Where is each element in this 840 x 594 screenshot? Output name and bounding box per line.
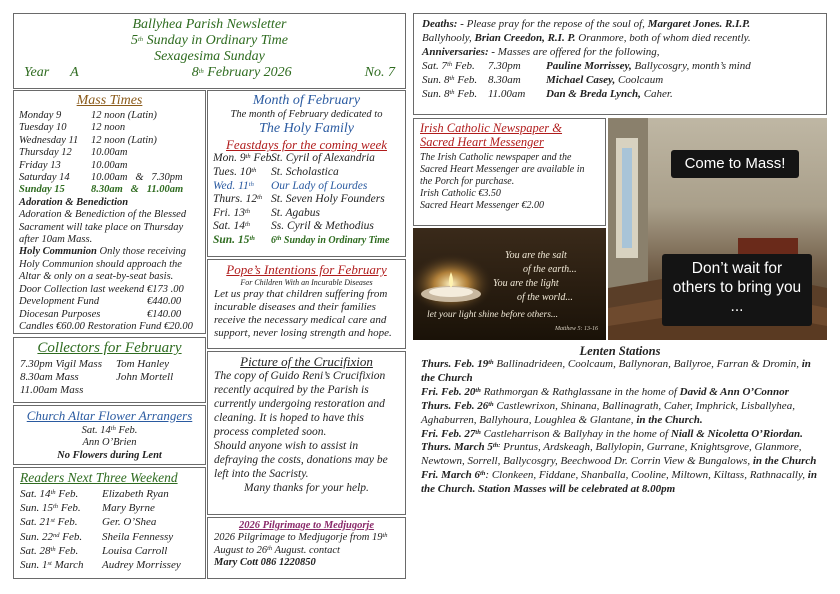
header-panel <box>13 13 406 89</box>
deaths-line1: Deaths: - Please pray for the repose of the soul of, Margaret Jones. R.I.P. <box>422 18 751 30</box>
flowers-date: Sat. 14th Feb. <box>81 425 138 436</box>
pope-title: Pope’s Intentions for February <box>226 262 387 277</box>
irish-catholic-panel <box>413 118 606 226</box>
collector-row: 7.30pm Vigil Mass Tom Hanley <box>20 358 170 370</box>
header-bottom-row <box>24 65 395 81</box>
issue-number: No. 7 <box>364 65 395 80</box>
feast-row: Tues. 10th St. Scholastica <box>213 166 339 178</box>
crucifixion-thanks: Many thanks for your help. <box>244 482 369 494</box>
candles-restoration: Candles €60.00 Restoration Fund €20.00 <box>19 320 193 332</box>
feastdays-title: Feastdays for the coming week <box>225 137 387 153</box>
pilgrimage-line1: 2026 Pilgrimage to Medjugorje from 19th <box>214 532 388 544</box>
candle-verse-5: let your light shine before others... <box>427 310 559 320</box>
mass-time-row: Monday 9 12 noon (Latin) <box>19 110 157 121</box>
anniversaries-line: Anniversaries: - Masses are offered for the following, <box>422 46 660 58</box>
reader-row: Sun. 1st March Audrey Morrissey <box>20 559 181 572</box>
collectors-title: Collectors for February <box>37 340 182 356</box>
anniversary-row: Sat. 7th Feb. 7.30pm Pauline Morrissey, Ballycosgry, month’s mind <box>422 60 751 72</box>
irish-catholic-price: Irish Catholic €3.50 <box>420 188 501 199</box>
month-dedicated: The month of February dedicated to <box>230 109 383 120</box>
candle-verse-3: You are the light <box>493 278 559 289</box>
pilgrimage-panel <box>207 517 406 579</box>
crucifixion-text-2: Should anyone wish to assist in defraying the costs, donations may be left into the Sacristy. <box>214 440 388 480</box>
mass-time-row: Tuesday 10 12 noon <box>19 122 126 134</box>
year-label: Year A <box>24 65 79 80</box>
lenten-title: Lenten Stations <box>579 344 661 358</box>
pilgrimage-title: 2026 Pilgrimage to Medjugorje <box>238 520 375 531</box>
lenten-station-item: Fri. March 6th: Clonkeen, Fiddane, Shanballa, Cooline, Miltown, Kiltass, Rathnacally, in the Church. Station Masses will be celebrated at 8.00pm <box>421 469 817 496</box>
newsletter-title: Ballyhea Parish Newsletter <box>132 17 287 32</box>
mass-time-row: Friday 13 10.00am <box>19 159 128 171</box>
sunday-title: 5th Sunday in Ordinary Time <box>131 33 288 48</box>
collection-row: Door Collection last weekend €173 .00 <box>19 283 184 295</box>
reader-row: Sun. 22nd Feb. Sheila Fennessy <box>20 530 174 543</box>
adoration-heading: Adoration & Benediction <box>19 196 129 208</box>
feast-row: Sun. 15th 6th Sunday in Ordinary Time <box>213 233 390 246</box>
collection-row: Diocesan Purposes €140.00 <box>19 308 182 320</box>
pilgrimage-contact: Mary Cott 086 1220850 <box>214 557 316 569</box>
reader-row: Sat. 14th Feb. Elizabeth Ryan <box>20 488 169 500</box>
pope-subtitle: For Children With an Incurable Diseases <box>240 278 373 287</box>
adoration-text: Adoration & Benediction of the Blessed Sacrament will take place on Thursday after 10am Mass. <box>19 209 187 246</box>
issue-date: 8th February 2026 <box>191 65 292 80</box>
feast-row: Sat. 14th Ss. Cyril & Methodius <box>213 220 374 233</box>
feast-row: Thurs. 12th St. Seven Holy Founders <box>213 193 385 206</box>
mass-times-title: Mass Times <box>76 93 143 108</box>
mass-time-row: Thursday 12 10.00am <box>19 147 128 159</box>
lenten-station-item: Thurs. Feb. 26th Castlewrixon, Shinana, Ballinagrath, Caher, Imphrick, Lisballyhea, Aghaburren, Ballyhoura, Loughlea & Glantane, in the Church. <box>421 399 795 426</box>
come-to-mass-sign: Come to Mass! <box>671 150 799 178</box>
candle-verse-1: You are the salt <box>505 250 567 261</box>
lenten-station-item: Thurs. March $5^{th:}$ Pruntus, Ardskeagh, Ballylopin, Gurrane, Knightsgrove, Glanmore, Newtown, Sorrell, Ballycosgry, Beechwood Dr. Corrin View & Bungalows, in the Church <box>421 441 817 468</box>
collection-row: Development Fund €440.00 <box>19 296 182 308</box>
deaths-line2: Ballyhooly, Brian Creedon, R.I. P. Oranmore, both of whom died recently. <box>422 32 751 44</box>
dont-wait-sign: Don’t wait for others to bring you ... <box>662 254 812 326</box>
feast-row: Mon. 9th Feb. St. Cyril of Alexandria <box>213 152 375 165</box>
flowers-panel <box>13 405 206 465</box>
reader-row: Sun. 15th Feb. Mary Byrne <box>20 502 155 515</box>
anniversary-row: Sun. 8th Feb. 11.00am Dan & Breda Lynch, Caher. <box>422 88 673 100</box>
candle-verse-4: of the world... <box>517 292 573 303</box>
crucifixion-title: Picture of the Crucifixion <box>240 354 373 369</box>
mass-time-row: Saturday 14 10.00am & 7.30pm <box>19 172 183 184</box>
pope-text: Let us pray that children suffering from incurable diseases and their families receive the necessary medical care and support, never losing strength and hope. <box>214 288 392 339</box>
candle-verse-2: of the earth... <box>523 264 577 275</box>
anniversary-row: Sun. 8th Feb. 8.30am Michael Casey, Coolcaum <box>422 74 664 86</box>
come-to-mass-image <box>608 118 827 340</box>
mass-time-row: Sunday 15 8.30am & 11.00am <box>19 184 184 196</box>
mass-time-row: Wednesday 11 12 noon (Latin) <box>19 134 157 146</box>
collector-row: 8.30am Mass John Mortell <box>20 371 174 383</box>
sexagesima: Sexagesima Sunday <box>154 49 265 64</box>
deaths-panel <box>413 13 827 115</box>
collector-row: 11.00am Mass <box>20 384 84 396</box>
readers-title: Readers Next Three Weekend <box>20 470 178 485</box>
holy-communion-note: Holy Communion Only those receiving Holy Communion should approach the Altar & only on a seat-by-seat basis. <box>19 246 187 283</box>
holy-family: The Holy Family <box>259 121 354 137</box>
irish-catholic-title: Irish Catholic Newspaper & Sacred Heart Messenger <box>420 121 563 149</box>
crucifixion-text: The copy of Guido Reni’s Crucifixion recently acquired by the Parish is currently undergoing restoration and cleaning. It is hoped to have this process completed soon. <box>214 370 386 438</box>
crucifixion-panel <box>207 351 406 515</box>
flowers-title: Church Altar Flower Arrangers <box>26 408 193 423</box>
lenten-panel <box>413 342 827 579</box>
reader-row: Sat. 21st Feb. Ger. O’Shea <box>20 516 157 529</box>
messenger-price: Sacred Heart Messenger €2.00 <box>420 200 545 211</box>
mass-times-panel <box>13 90 206 334</box>
lenten-station-item: Thurs. Feb. 19th Ballinadrideen, Coolcaum, Ballynoran, Ballyroe, Farran & Dromin, in the Church <box>421 358 811 384</box>
no-flowers-lent: No Flowers during Lent <box>57 449 162 461</box>
feast-row: Wed. 11th Our Lady of Lourdes <box>213 179 368 192</box>
month-title: Month of February <box>252 93 361 108</box>
pope-panel <box>207 259 406 349</box>
readers-panel <box>13 467 206 579</box>
irish-catholic-text: The Irish Catholic newspaper and the Sacred Heart Messenger are available in the Porch for purchase. <box>420 152 585 187</box>
candle-verse-ref: Matthew 5: 13-16 <box>555 326 598 332</box>
reader-row: Sat. 28th Feb. Louisa Carroll <box>20 544 168 557</box>
feast-row: Fri. 13th St. Agabus <box>213 206 320 219</box>
lenten-station-item: Fri. Feb. 27th Castleharrison & Ballyhay in the home of Niall & Nicoletta O’Riordan. <box>421 427 803 440</box>
collectors-panel <box>13 337 206 403</box>
pilgrimage-line2: August to 26th August. contact <box>214 544 340 556</box>
flowers-name: Ann O’Brien <box>82 437 137 449</box>
candle-image <box>413 228 606 340</box>
lenten-station-item: Fri. Feb. 20th Rathmorgan & Rathglassane in the home of David & Ann O’Connor <box>421 385 789 398</box>
month-panel <box>207 90 406 257</box>
